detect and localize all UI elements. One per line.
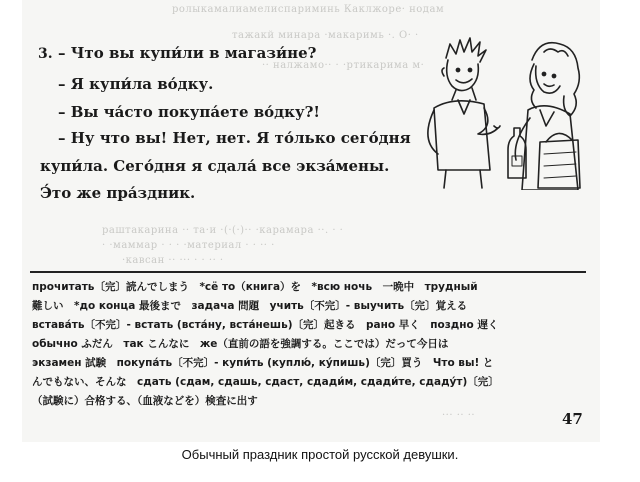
vocabulary-line: んでもない、そんな сдать (сдам, сдашь, сдаст, сдади́м, сдади́те, сдаду́т)〔完〕 (32, 376, 499, 388)
vocabulary-line: экзамен 試験 покупа́ть〔不完〕- купи́ть (куплю́, ку́пишь)〔完〕買う Что вы! と (32, 357, 494, 369)
bleed-through-text: раштакарина ·· та·и ·(·(·)·· ·карамара ··. · · (102, 225, 344, 236)
dialogue-line: Э́то же пра́здник. (40, 184, 196, 202)
exercise-number: 3. (38, 46, 53, 62)
bleed-through-text: ·кавсан ·· ··· · · ·· · (122, 255, 224, 266)
vocabulary-line: （試験に）合格する、（血液などを）検査に出す (32, 395, 258, 407)
dialogue-line: – Я купи́ла во́дку. (58, 75, 214, 93)
dialogue-line: купи́ла. Сего́дня я сдала́ все экза́мены. (40, 157, 390, 175)
vocabulary-line: обычно ふだん так こんなに же（直前の語を強調する。ここでは）だって今日は (32, 338, 449, 350)
dialogue-line: – Вы ча́сто покупа́ете во́дку?! (58, 103, 320, 121)
image-caption: Обычный праздник простой русской девушки. (181, 447, 459, 462)
book-page-scan (22, 0, 600, 442)
page-number: 47 (562, 410, 583, 428)
bleed-through-text: · ·маммар · · · ·материал · · ·· · (102, 240, 275, 251)
vocabulary-line: прочитать〔完〕読んでしまう *сё тo（книга）を *всю ночь 一晩中 трудный (32, 281, 478, 293)
bleed-through-text: ·· налжамо·· · ·ртикарима м· (262, 60, 425, 71)
vocabulary-line: 難しい *до конца 最後まで задача 問題 учить〔不完〕- выучить〔完〕覚える (32, 300, 468, 312)
cartoon-illustration (394, 30, 594, 190)
dialogue-line: – Ну что вы! Нет, нет. Я то́лько сего́дня (58, 129, 411, 147)
bleed-through-text: ··· ·· ·· (442, 410, 476, 421)
bleed-through-text: ролыкамалиамелиспариминь Каклжоре· нодам (172, 4, 445, 15)
vocabulary-line: встава́ть〔不完〕- встать (вста́ну, вста́нешь)〔完〕起きる рано 早く поздно 遅く (32, 319, 499, 331)
dialogue-line: – Что вы купи́ли в магази́не? (58, 44, 317, 62)
section-divider (30, 271, 586, 273)
bleed-through-text: тажакй минара ·макаримь ·. О· · (232, 30, 419, 41)
